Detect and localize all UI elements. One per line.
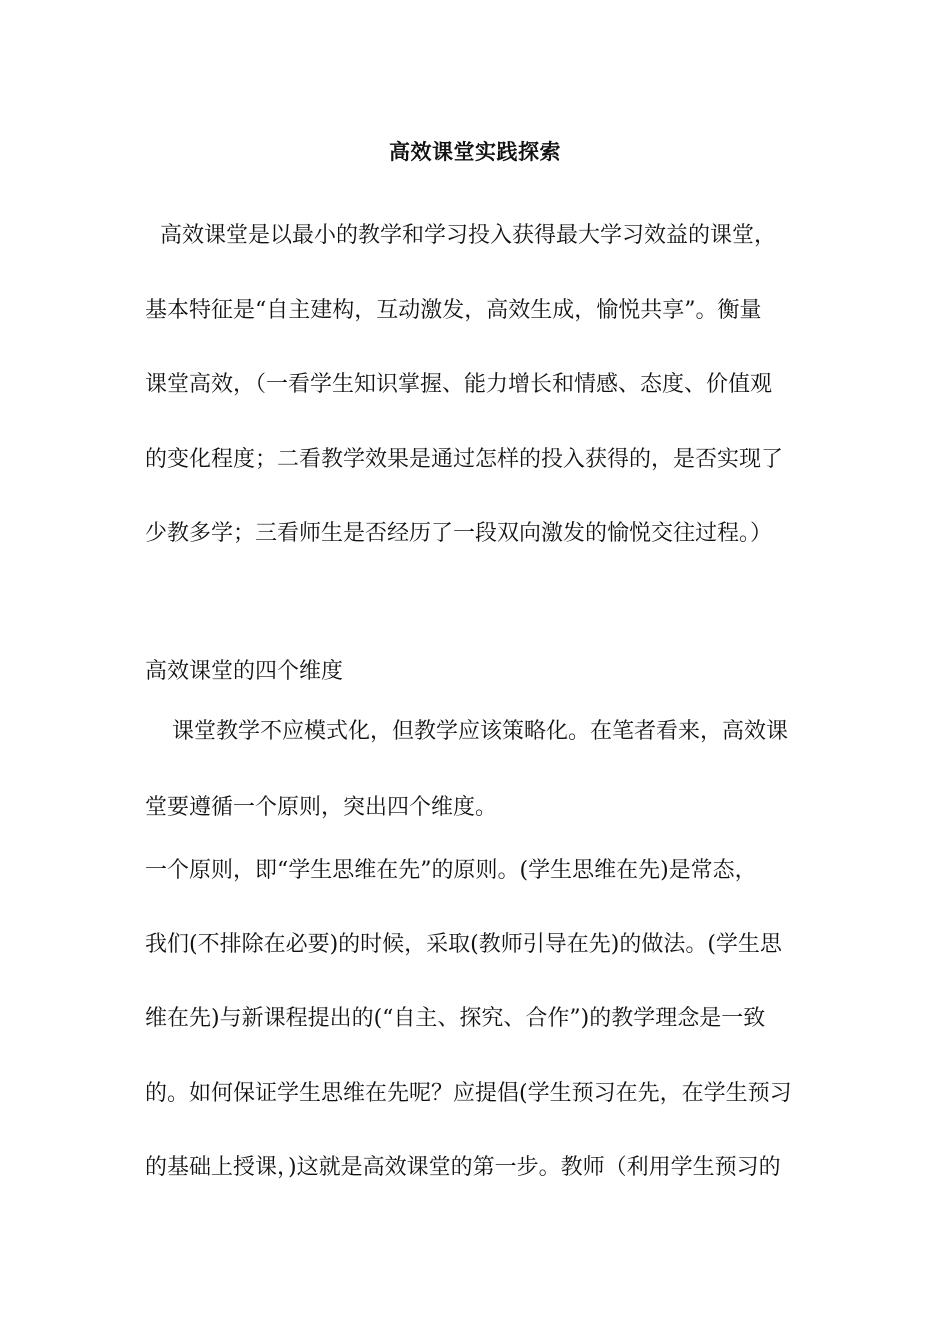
section-heading: 高效课堂的四个维度 — [145, 659, 344, 684]
paragraph-line: 的基础上授课，)这就是高效课堂的第一步。教师（利用学生预习的 — [145, 1155, 781, 1180]
paragraph-line: 少教多学；三看师生是否经历了一段双向激发的愉悦交往过程。） — [145, 521, 773, 546]
paragraph-line: 的。如何保证学生思维在先呢？应提倡(学生预习在先，在学生预习 — [145, 1081, 792, 1106]
paragraph-line: 维在先)与新课程提出的(“自主、探究、合作”)的教学理念是一致 — [145, 1006, 766, 1031]
paragraph-line: 课堂高效，（一看学生知识掌握、能力增长和情感、态度、价值观 — [145, 372, 773, 397]
paragraph-line: 课堂教学不应模式化，但教学应该策略化。在笔者看来，高效课 — [172, 719, 789, 744]
paragraph-line: 一个原则，即“学生思维在先”的原则。(学生思维在先)是常态， — [145, 858, 757, 883]
paragraph-line: 基本特征是“自主建构，互动激发，高效生成，愉悦共享”。衡量 — [145, 298, 762, 323]
document-title: 高效课堂实践探索 — [389, 139, 561, 164]
paragraph-line: 我们(不排除在必要)的时候，采取(教师引导在先)的做法。(学生思 — [145, 932, 782, 957]
paragraph-line: 的变化程度；二看教学效果是通过怎样的投入获得的，是否实现了 — [145, 447, 784, 472]
paragraph-line: 堂要遵循一个原则，突出四个维度。 — [145, 795, 498, 820]
paragraph-line: 高效课堂是以最小的教学和学习投入获得最大学习效益的课堂， — [160, 223, 777, 248]
